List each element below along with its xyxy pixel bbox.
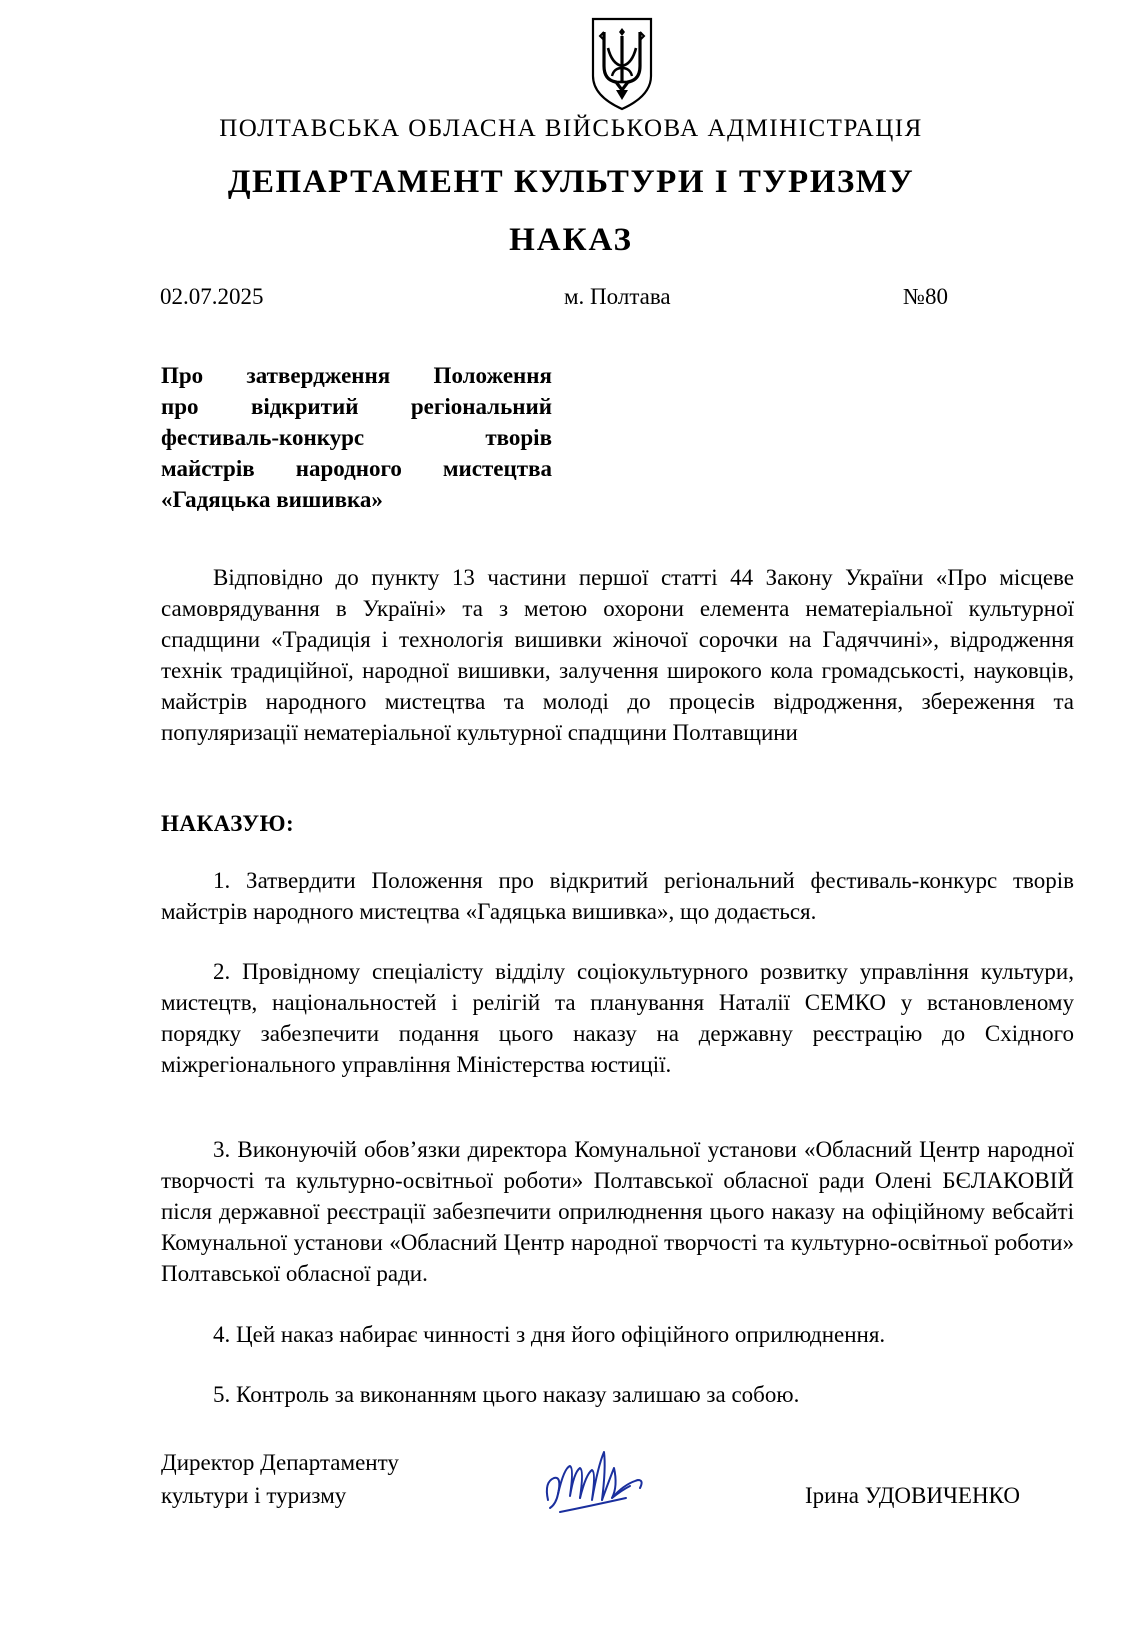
subject-line: фестиваль-конкурс творів: [161, 425, 552, 450]
subject-line: Про затвердження Положення: [161, 363, 552, 388]
subject-line: майстрів народного мистецтва: [161, 456, 552, 481]
coat-of-arms-of-ukraine-icon: [590, 16, 654, 112]
ordering-word: НАКАЗУЮ:: [161, 811, 295, 836]
order-item-text: 5. Контроль за виконанням цього наказу залишаю за собою.: [213, 1382, 800, 1407]
preamble-text: Відповідно до пункту 13 частини першої статті 44 Закону України «Про місцеве самоврядування в Україні» та з метою охорони елемента нематеріальної культурної спадщини «Традиція і технологія вишивки жіночої сорочки на Гадяччині», відродження технік традиційної, народної вишивки, залучення широкого кола громадськості, науковців, майстрів народного мистецтва та молоді до процесів відродження, збереження та популяризації нематеріальної культурної спадщини Полтавщини: [161, 565, 1074, 745]
document-date: 02.07.2025: [160, 284, 264, 309]
order-item-text: 1. Затвердити Положення про відкритий регіональний фестиваль-конкурс творів майстрів народного мистецтва «Гадяцька вишивка», що додається.: [161, 868, 1074, 924]
preamble-paragraph: [161, 562, 1074, 748]
signatory-title-line: культури і туризму: [161, 1483, 347, 1508]
subject-line: «Гадяцька вишивка»: [161, 487, 383, 512]
order-item-text: 3. Виконуючій обов’язки директора Комунальної установи «Обласний Центр народної творчості та культурно-освітньої роботи» Полтавської обласної ради Олені БЄЛАКОВІЙ після державної реєстрації забезпечити оприлюднення цього наказу на офіційному вебсайті Комунальної установи «Обласний Центр народної творчості та культурно-освітньої роботи» Полтавської обласної ради.: [161, 1137, 1074, 1286]
order-item: [161, 956, 1074, 1080]
signer-name: Ірина УДОВИЧЕНКО: [805, 1483, 1020, 1508]
order-item: [161, 865, 1074, 927]
order-item: [161, 1379, 1074, 1410]
document-city: м. Полтава: [564, 284, 671, 309]
signatory-title-line: Директор Департаменту: [161, 1450, 399, 1475]
document-number: №80: [903, 284, 948, 309]
order-item: [161, 1319, 1074, 1350]
department-name: ДЕПАРТАМЕНТ КУЛЬТУРИ І ТУРИЗМУ: [227, 164, 915, 200]
handwritten-signature: [540, 1438, 650, 1518]
signatory-title: [161, 1446, 399, 1512]
order-item-text: 4. Цей наказ набирає чинності з дня його офіційного оприлюднення.: [213, 1322, 886, 1347]
order-item: [161, 1134, 1074, 1289]
document-type: НАКАЗ: [509, 222, 633, 258]
agency-name: ПОЛТАВСЬКА ОБЛАСНА ВІЙСЬКОВА АДМІНІСТРАЦІЯ: [219, 115, 923, 142]
document-subject: [161, 360, 552, 515]
order-item-text: 2. Провідному спеціалісту відділу соціокультурного розвитку управління культури, мистецтв, національностей і релігій та планування Наталії СЕМКО у встановленому порядку забезпечити подання цього наказу на державну реєстрацію до Східного міжрегіонального управління Міністерства юстиції.: [161, 959, 1074, 1077]
subject-line: про відкритий регіональний: [161, 394, 552, 419]
